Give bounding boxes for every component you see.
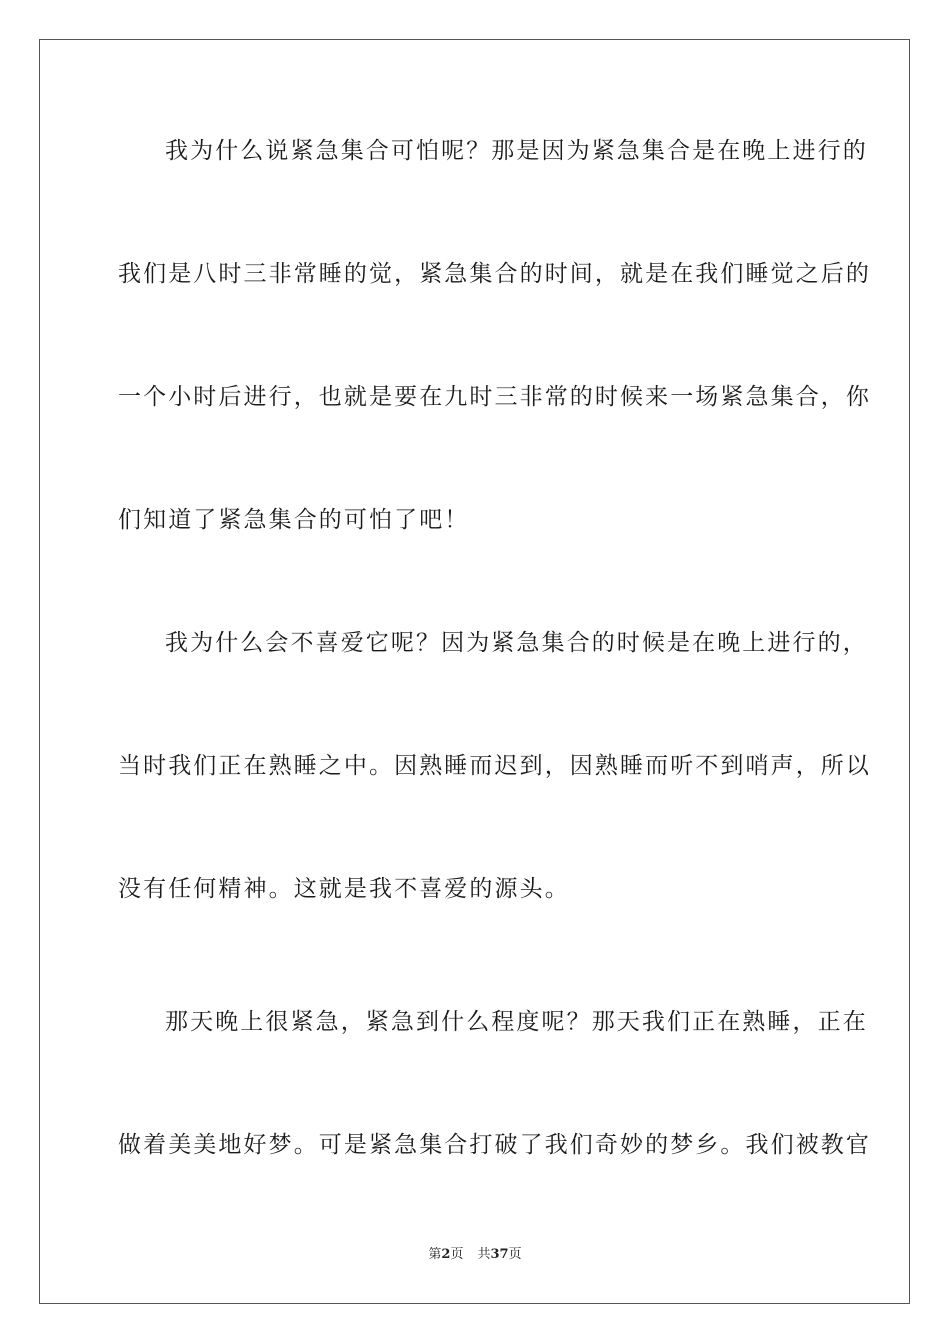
paragraph-1-line-4: 们知道了紧急集合的可怕了吧！ bbox=[118, 507, 470, 533]
total-suffix: 页 bbox=[508, 1247, 522, 1262]
paragraph-2-line-1: 我为什么会不喜爱它呢？因为紧急集合的时候是在晚上进行的， bbox=[165, 630, 868, 656]
page-footer bbox=[0, 1246, 950, 1264]
paragraph-3-line-1: 那天晚上很紧急，紧急到什么程度呢？那天我们正在熟睡，正在 bbox=[165, 1009, 868, 1035]
paragraph-1-line-3: 一个小时后进行，也就是要在九时三非常的时候来一场紧急集合，你 bbox=[118, 384, 871, 410]
page-prefix: 第 bbox=[428, 1247, 442, 1262]
page-number: 2 bbox=[441, 1247, 451, 1262]
page-border bbox=[39, 39, 910, 1304]
paragraph-1-line-1: 我为什么说紧急集合可怕呢？那是因为紧急集合是在晚上进行的 bbox=[165, 138, 868, 164]
total-prefix: 共 bbox=[477, 1247, 491, 1262]
page-suffix: 页 bbox=[450, 1247, 464, 1262]
paragraph-3-line-2: 做着美美地好梦。可是紧急集合打破了我们奇妙的梦乡。我们被教官 bbox=[118, 1132, 871, 1158]
paragraph-2-line-2: 当时我们正在熟睡之中。因熟睡而迟到，因熟睡而听不到哨声，所以 bbox=[118, 753, 871, 779]
total-pages: 37 bbox=[490, 1247, 509, 1262]
paragraph-2-line-3: 没有任何精神。这就是我不喜爱的源头。 bbox=[118, 876, 570, 902]
paragraph-1-line-2: 我们是八时三非常睡的觉，紧急集合的时间，就是在我们睡觉之后的 bbox=[118, 261, 871, 287]
